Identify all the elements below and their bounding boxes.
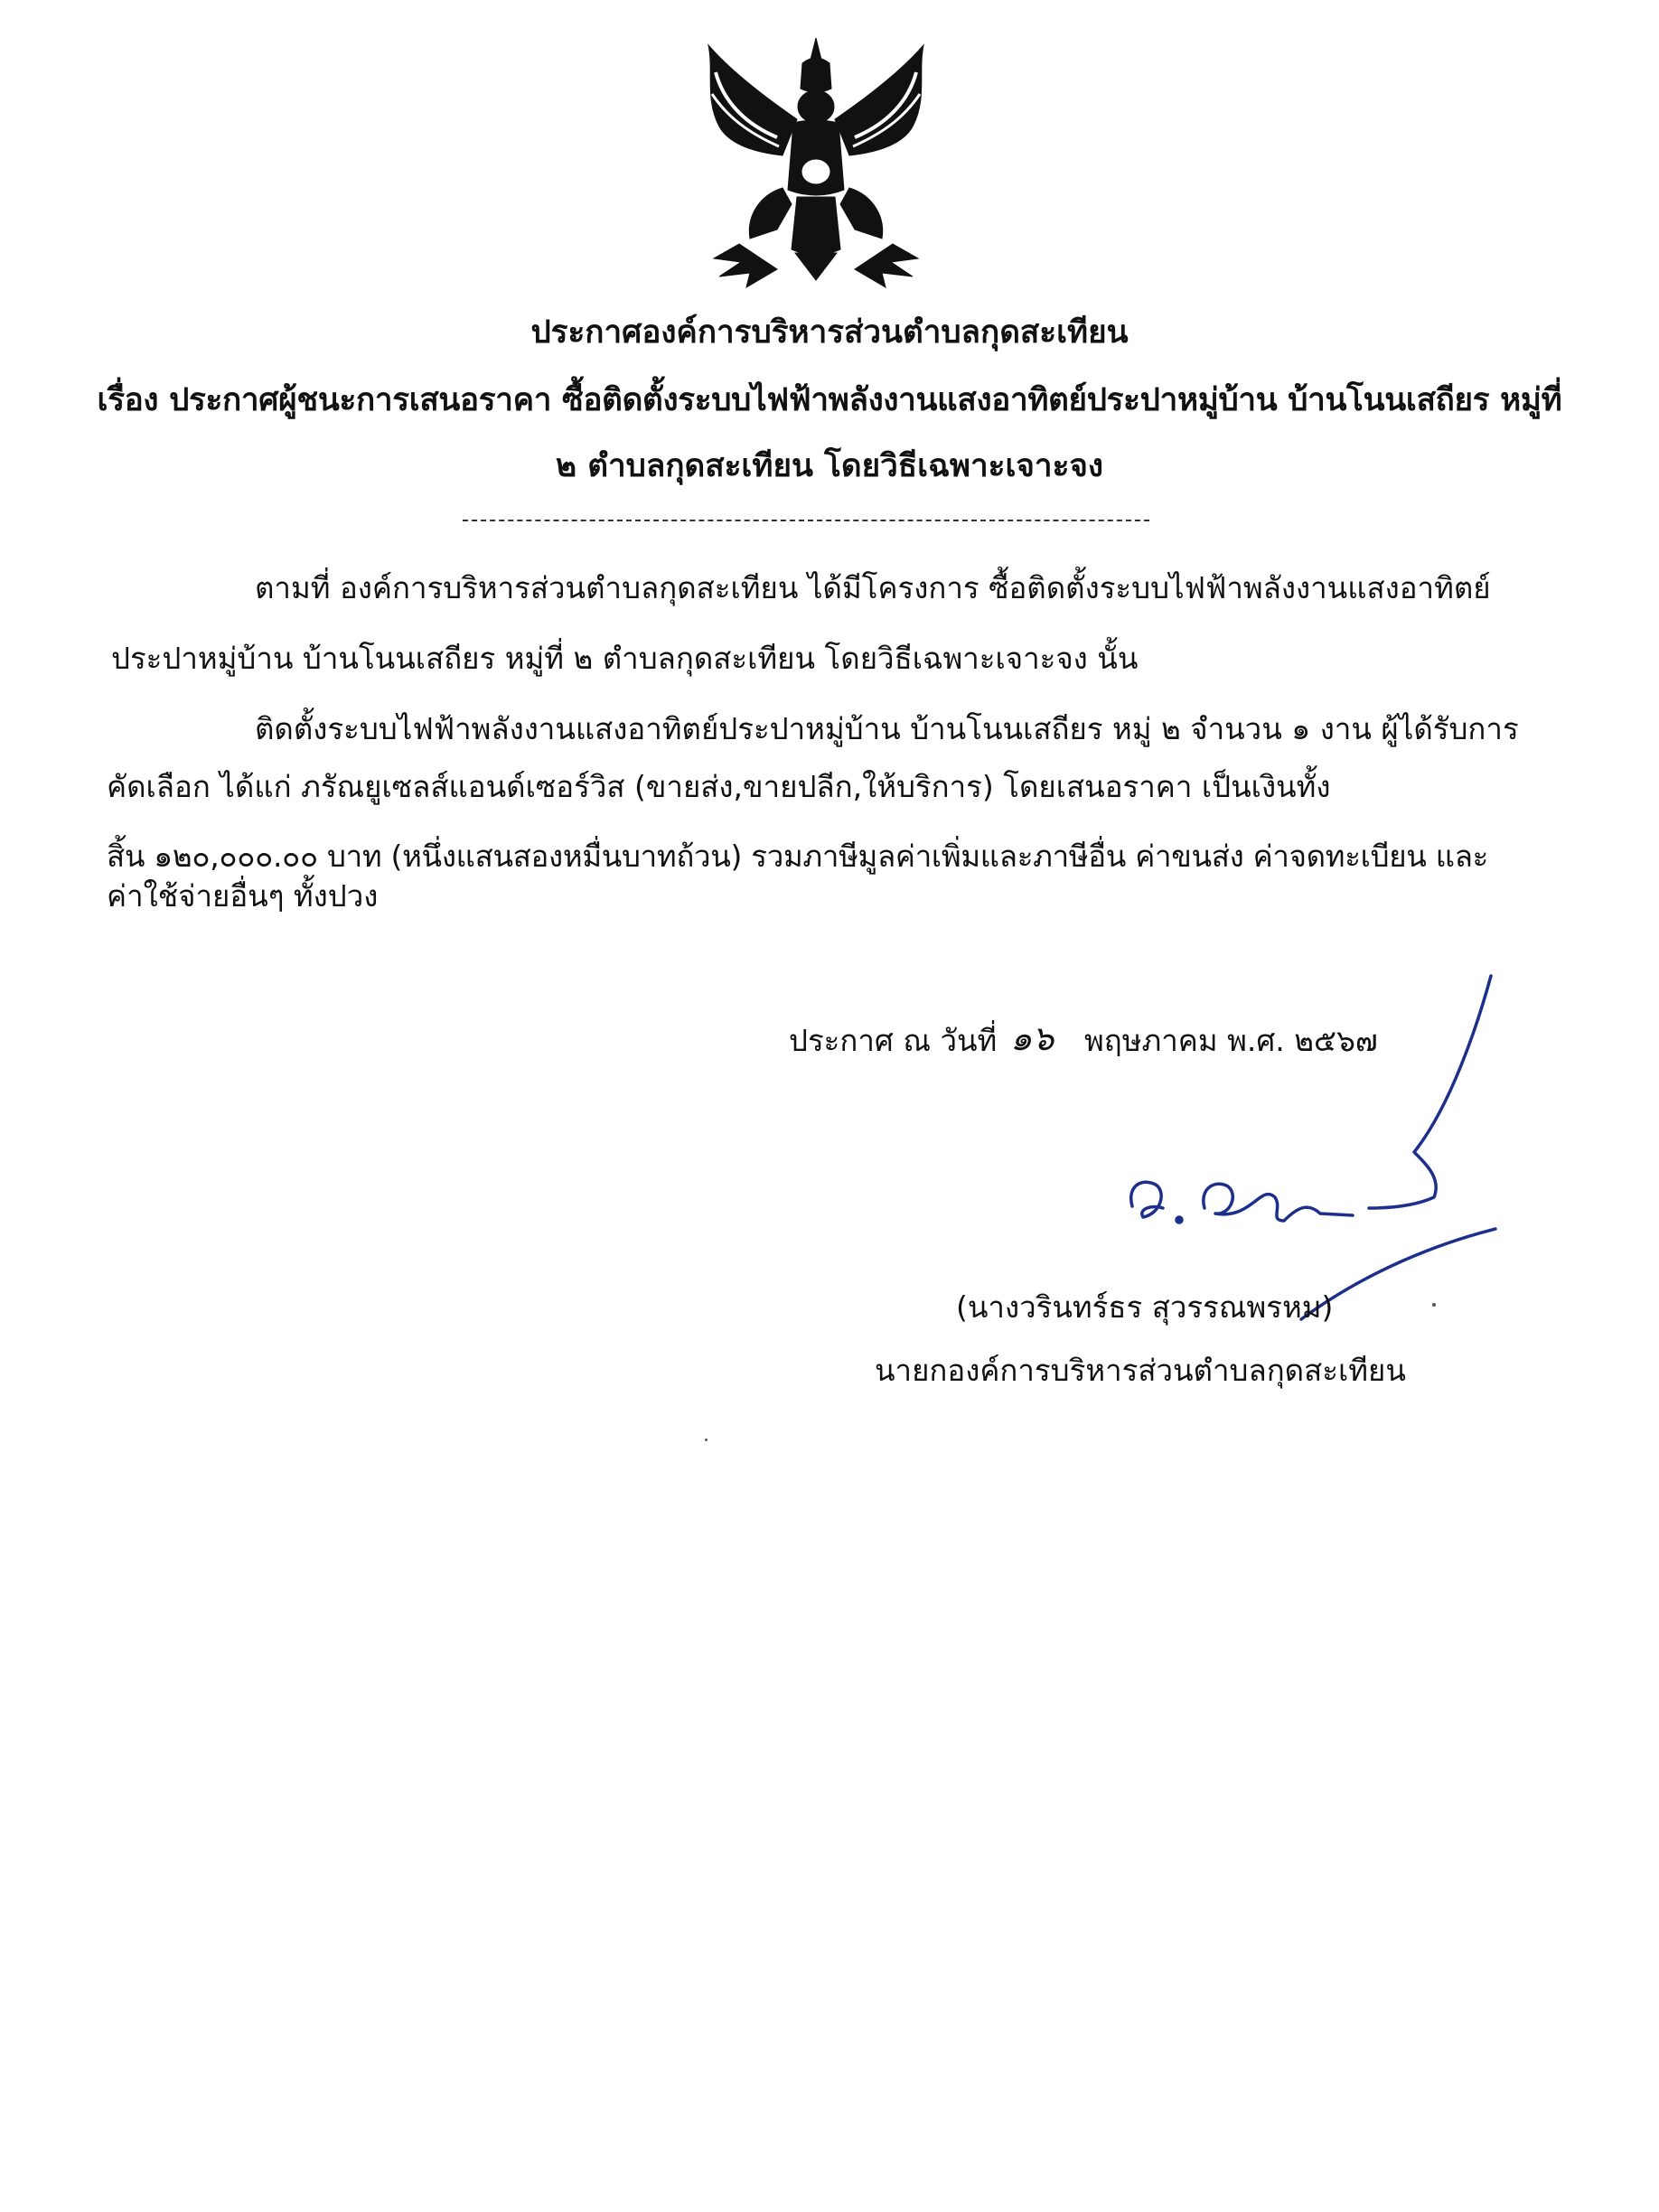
paragraph-1-line-2: ประปาหมู่บ้าน บ้านโนนเสถียร หมู่ที่ ๒ ตำบลกุดสะเทียน โดยวิธีเฉพาะเจาะจง นั้น <box>111 641 1139 676</box>
subject-line-1: เรื่อง ประกาศผู้ชนะการเสนอราคา ซื้อติดตั้งระบบไฟฟ้าพลังงานแสงอาทิตย์ประปาหมู่บ้าน บ้านโนนเสถียร หมู่ที่ <box>97 382 1562 418</box>
paragraph-2-line-3: สิ้น ๑๒๐,๐๐๐.๐๐ บาท (หนึ่งแสนสองหมื่นบาทถ้วน) รวมภาษีมูลค่าเพิ่มและภาษีอื่น ค่าขนส่ง ค่าจดทะเบียน และ <box>107 839 1489 874</box>
paragraph-2-line-4: ค่าใช้จ่ายอื่นๆ ทั้งปวง <box>107 878 379 914</box>
ink-speck <box>1432 1303 1436 1307</box>
paragraph-2-line-1: ติดตั้งระบบไฟฟ้าพลังงานแสงอาทิตย์ประปาหมู่บ้าน บ้านโนนเสถียร หมู่ ๒ จำนวน ๑ งาน ผู้ได้รับการ <box>255 711 1519 746</box>
signatory-position: นายกองค์การบริหารส่วนตำบลกุดสะเทียน <box>875 1353 1406 1388</box>
announcement-title: ประกาศองค์การบริหารส่วนตำบลกุดสะเทียน <box>530 314 1129 351</box>
paragraph-1-line-1: ตามที่ องค์การบริหารส่วนตำบลกุดสะเทียน ได้มีโครงการ ซื้อติดตั้งระบบไฟฟ้าพลังงานแสงอาทิตย์ <box>255 570 1491 605</box>
divider <box>463 520 1149 521</box>
garuda-emblem-icon <box>696 36 936 291</box>
ink-speck <box>705 1439 708 1441</box>
paragraph-2-line-2: คัดเลือก ได้แก่ ภรัณยูเซลส์แอนด์เซอร์วิส (ขายส่ง,ขายปลีก,ให้บริการ) โดยเสนอราคา เป็นเงินทั้ง <box>107 769 1331 804</box>
date-day-handwritten: ๑๖ <box>1010 1018 1054 1058</box>
date-prefix: ประกาศ ณ วันที่ <box>789 1023 998 1058</box>
signatory-name: (นางวรินทร์ธร สุวรรณพรหม) <box>956 1289 1334 1325</box>
date-suffix: พฤษภาคม พ.ศ. ๒๕๖๗ <box>1084 1023 1378 1058</box>
subject-line-2: ๒ ตำบลกุดสะเทียน โดยวิธีเฉพาะเจาะจง <box>556 448 1103 484</box>
